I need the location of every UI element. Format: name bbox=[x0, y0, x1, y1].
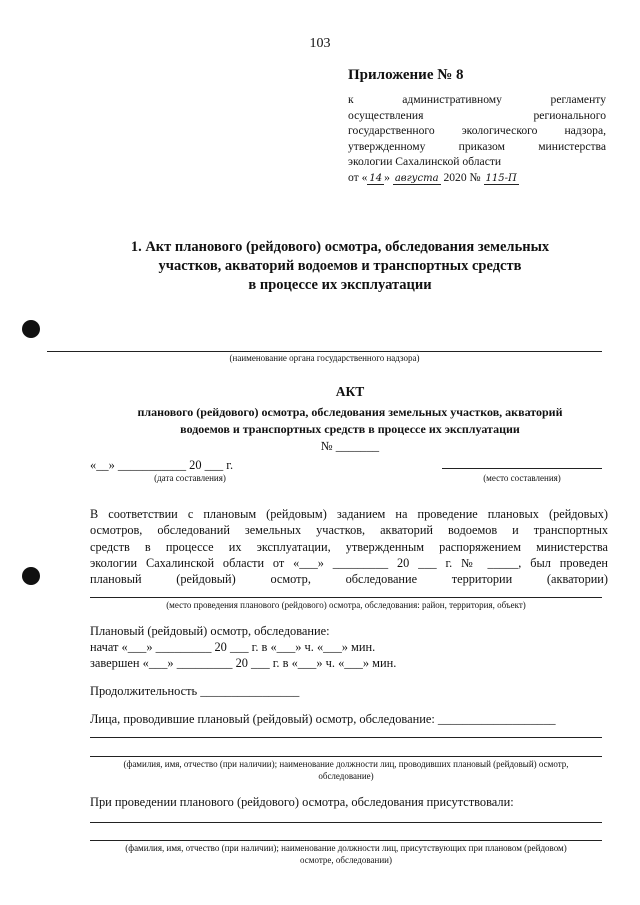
appendix-line: государственного экологического надзора, bbox=[348, 124, 606, 138]
persons-caption bbox=[90, 758, 602, 782]
persons-line bbox=[90, 737, 602, 738]
page-number: 103 bbox=[309, 36, 331, 51]
date-prefix: от « bbox=[348, 170, 368, 184]
heading-line: участков, акваторий водоемов и транспортных средств bbox=[158, 258, 522, 274]
section-heading bbox=[60, 238, 620, 295]
present-label: При проведении планового (рейдового) осмотра, обследования присутствовали: bbox=[90, 795, 514, 809]
act-title: АКТ bbox=[335, 384, 365, 399]
duration: Продолжительность ________________ bbox=[90, 684, 300, 698]
paragraph-line: плановый (рейдовый) осмотр, обследование территории (акватории) bbox=[90, 572, 608, 587]
org-name-line bbox=[47, 351, 602, 352]
main-paragraph bbox=[90, 506, 608, 587]
inspection-place-caption: (место проведения планового (рейдового) осмотра, обследования: район, территория, объект) bbox=[166, 600, 526, 610]
place-of-compilation-caption: (место составления) bbox=[483, 473, 561, 483]
persons-line bbox=[90, 756, 602, 757]
inspection-label: Плановый (рейдовый) осмотр, обследование: bbox=[90, 624, 330, 638]
inspection-start: начат «___» _________ 20 ___ г. в «___» ч. «___» мин. bbox=[90, 640, 376, 654]
paragraph-line: средств в процессе их эксплуатации, утвержденным распоряжением министерства bbox=[90, 539, 608, 554]
appendix-line: экологии Сахалинской области bbox=[348, 155, 502, 169]
date-day-handwritten: 14 bbox=[369, 172, 383, 184]
date-year: 2020 № bbox=[443, 170, 481, 184]
appendix-title: Приложение № 8 bbox=[348, 67, 464, 83]
appendix-line: осуществления регионального bbox=[348, 108, 606, 122]
binder-hole-mark bbox=[22, 320, 40, 338]
paragraph-line: осмотров, обследований земельных участков, акваторий водоемов и транспортных bbox=[90, 523, 608, 538]
persons-caption-line: (фамилия, имя, отчество (при наличии); наименование должности лиц, проводивших плановый (рейдовый) осмотр, bbox=[123, 759, 569, 769]
present-line bbox=[90, 840, 602, 841]
date-month-handwritten: августа bbox=[394, 172, 439, 184]
inspection-place-line bbox=[90, 597, 602, 598]
inspection-times bbox=[90, 623, 396, 671]
binder-hole-mark bbox=[22, 567, 40, 585]
appendix-date bbox=[348, 170, 606, 187]
appendix-line: к административному регламенту bbox=[348, 93, 606, 106]
act-subtitle-line: водоемов и транспортных средств в процессе их эксплуатации bbox=[180, 422, 520, 436]
date-mid: » bbox=[384, 170, 390, 184]
heading-line: в процессе их эксплуатации bbox=[248, 277, 432, 293]
appendix-body bbox=[348, 92, 606, 187]
present-line bbox=[90, 822, 602, 823]
order-number-handwritten: 115-П bbox=[485, 172, 517, 184]
persons-label: Лица, проводившие плановый (рейдовый) осмотр, обследование: ___________________ bbox=[90, 712, 556, 726]
act-number: № _______ bbox=[320, 439, 380, 453]
present-caption-line: осмотре, обследовании) bbox=[300, 855, 392, 865]
place-line bbox=[442, 468, 602, 469]
act-subtitle-line: планового (рейдового) осмотра, обследования земельных участков, акваторий bbox=[137, 405, 563, 419]
paragraph-line: В соответствии с плановым (рейдовым) заданием на проведение плановых (рейдовых) bbox=[90, 507, 608, 521]
present-caption bbox=[90, 842, 602, 866]
org-caption: (наименование органа государственного надзора) bbox=[229, 353, 420, 363]
act-date: «__» ___________ 20 ___ г. bbox=[90, 458, 234, 472]
date-caption: (дата составления) bbox=[154, 473, 226, 483]
heading-line: 1. Акт планового (рейдового) осмотра, обследования земельных bbox=[130, 239, 550, 255]
present-caption-line: (фамилия, имя, отчество (при наличии); наименование должности лиц, присутствующих при плановом (рейдовом) bbox=[125, 843, 567, 853]
paragraph-line: экологии Сахалинской области от «___» _________ 20 ___ г. № _____, был проведен bbox=[90, 555, 608, 570]
inspection-end: завершен «___» _________ 20 ___ г. в «___» ч. «___» мин. bbox=[90, 656, 397, 670]
appendix-line: утвержденному приказом министерства bbox=[348, 139, 606, 153]
persons-caption-line: обследование) bbox=[318, 771, 374, 781]
act-subtitle bbox=[90, 404, 610, 455]
